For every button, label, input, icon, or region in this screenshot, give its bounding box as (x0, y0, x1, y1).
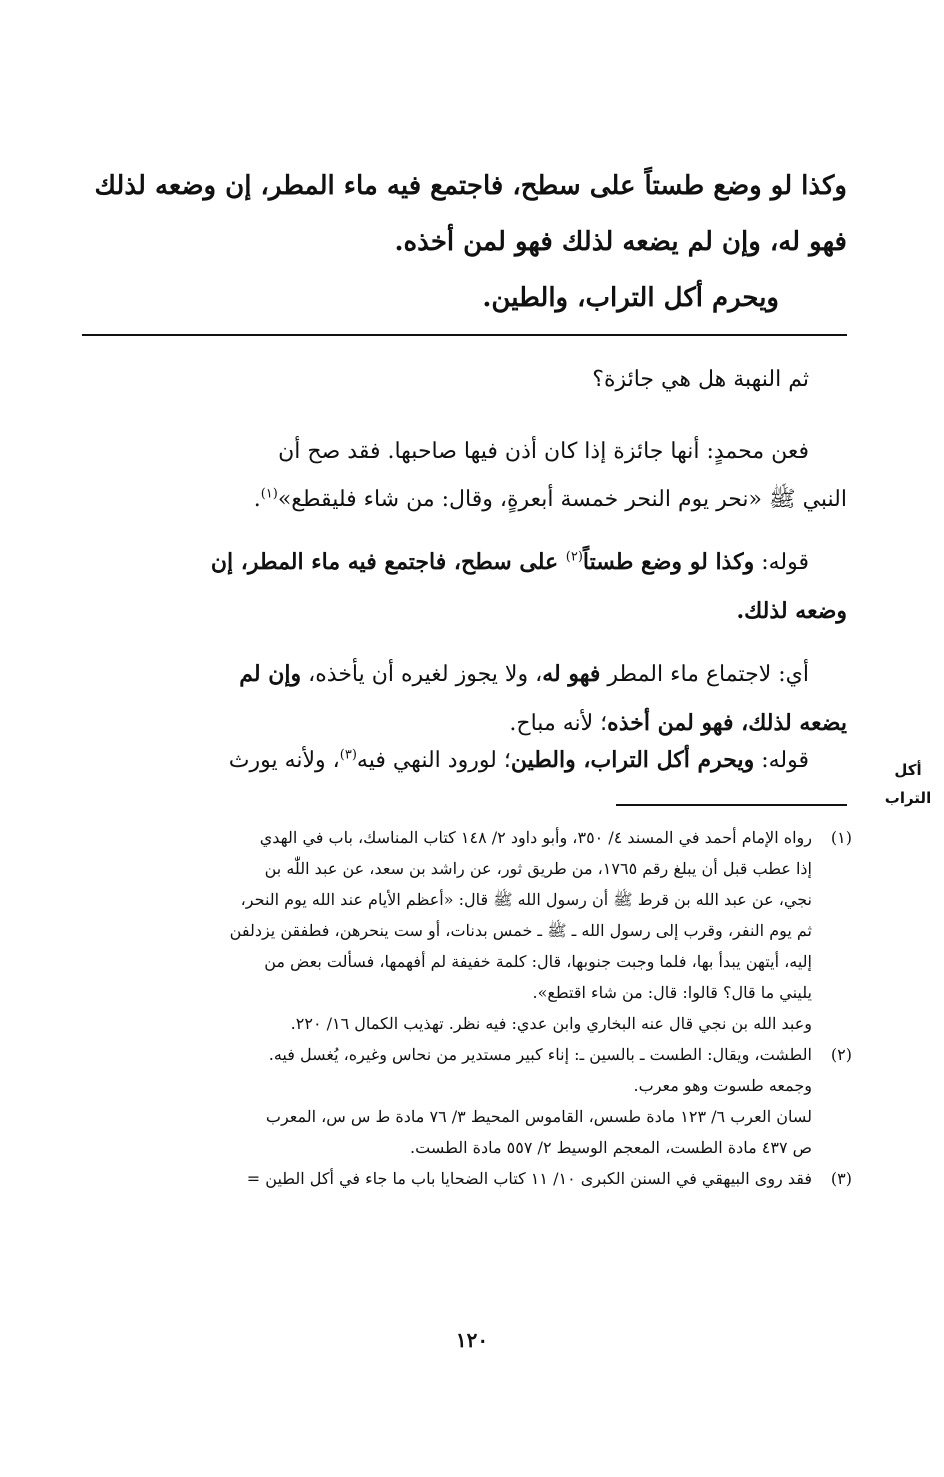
footnote-line: نجي، عن عبد الله بن قرط ﷺ أن رسول الله ﷺ قال: «أعظم الأيام عند الله يوم النحر، (240, 890, 812, 909)
quoted-matn: وإن لم (239, 661, 302, 687)
explanation-text: ، ولأنه يورث (228, 748, 340, 773)
footnote-line: وعبد الله بن نجي قال عنه البخاري وابن عدي: فيه نظر. تهذيب الكمال ١٦/ ٢٢٠. (290, 1014, 812, 1033)
hadith-text: النبي ﷺ «نحر يوم النحر خمسة أبعرةٍ، وقال: من شاء فليقطع» (277, 487, 847, 512)
footnote-line: ص ٤٣٧ مادة الطست، المعجم الوسيط ٢/ ٥٥٧ مادة الطست. (410, 1138, 812, 1157)
quoted-matn: ويحرم أكل التراب، والطين (510, 747, 755, 773)
quoted-matn: وكذا لو وضع طستاً (582, 549, 755, 575)
matn-line-3: ويحرم أكل التراب، والطين. (482, 283, 779, 313)
footnote-line: إذا عطب قبل أن يبلغ رقم ١٧٦٥، من طريق ثور، عن راشد بن سعد، عن عبد اللّٰه بن (264, 859, 812, 878)
qawluhu-label: قوله: (754, 748, 809, 773)
sharh-line: ثم النهبة هل هي جائزة؟ (592, 367, 809, 392)
sharh-line (82, 587, 847, 636)
page-number: ١٢٠ (455, 1328, 489, 1352)
footnote-line: وجمعه طسوت وهو معرب. (633, 1076, 812, 1095)
margin-heading (876, 756, 940, 812)
sharh-paragraph-4 (82, 650, 847, 748)
footnote-number: (٣) (830, 1169, 852, 1188)
footnote-ref-2[interactable]: (٢) (565, 549, 583, 565)
sharh-paragraph-1 (82, 356, 847, 404)
footnote-3 (82, 1163, 852, 1194)
explanation-text: ؛ لورود النهي فيه (356, 748, 511, 773)
sharh-line (82, 538, 847, 587)
footnote-line: لسان العرب ٦/ ١٢٣ مادة طسس، القاموس المحيط ٣/ ٧٦ مادة ط س س، المعرب (265, 1107, 812, 1126)
footnote-separator-rule (616, 804, 847, 806)
sharh-paragraph-3 (82, 538, 847, 636)
footnote-line: ثم يوم النفر، وقرب إلى رسول الله ـ ﷺ ـ خمس بدنات، أو ست ينحرهن، فطفقن يزدلفن (229, 921, 812, 940)
footnote-line: يليني ما قال؟ قالوا: قال: من شاء اقتطع». (532, 983, 812, 1002)
sharh-line (82, 736, 847, 785)
matn-line-1: وكذا لو وضع طستاً على سطح، فاجتمع فيه ماء المطر، إن وضعه لذلك (94, 171, 847, 201)
sharh-line (82, 650, 847, 699)
matn-line-2: فهو له، وإن لم يضعه لذلك فهو لمن أخذه. (394, 227, 847, 257)
footnote-line: إليه، أيتهن يبدأ بها، فلما وجبت جنوبها، قال: كلمة خفيفة لم أفهمها، فسألت بعض من (264, 952, 812, 971)
footnote-number: (١) (830, 828, 852, 847)
explanation-text: ، ولا يجوز لغيره أن يأخذه، (301, 662, 543, 687)
quoted-matn: يضعه لذلك، فهو لمن أخذه (607, 710, 847, 736)
sharh-paragraph-5 (82, 736, 847, 785)
sharh-line (82, 476, 847, 524)
footnote-line: الطشت، ويقال: الطست ـ بالسين ـ: إناء كبير مستدير من نحاس وغيره، يُغسل فيه. (268, 1045, 812, 1064)
footnote-ref-1[interactable]: (١) (260, 486, 278, 502)
quoted-matn: على سطح، فاجتمع فيه ماء المطر، إن (210, 549, 566, 575)
margin-heading-line: أكل (894, 761, 922, 779)
explanation-text: أي: لاجتماع ماء المطر (600, 662, 809, 687)
quoted-matn: فهو له (542, 661, 601, 687)
matn-text (82, 158, 847, 326)
punctuation: . (253, 487, 261, 512)
footnote-2 (82, 1039, 852, 1163)
sharh-line: فعن محمدٍ: أنها جائزة إذا كان أذن فيها صاحبها. فقد صح أن (278, 439, 809, 464)
quoted-matn: وضعه لذلك. (736, 598, 847, 624)
sharh-paragraph-2 (82, 428, 847, 524)
matn-separator-rule (82, 334, 847, 336)
qawluhu-label: قوله: (754, 550, 809, 575)
explanation-text: ؛ لأنه مباح. (509, 711, 608, 736)
footnote-line: رواه الإمام أحمد في المسند ٤/ ٣٥٠، وأبو داود ٢/ ١٤٨ كتاب المناسك، باب في الهدي (259, 828, 812, 847)
footnote-1 (82, 822, 852, 1039)
footnote-line: فقد روى البيهقي في السنن الكبرى ١٠/ ١١ كتاب الضحايا باب ما جاء في أكل الطين = (246, 1169, 812, 1188)
footnotes (82, 822, 852, 1194)
footnote-number: (٢) (830, 1045, 852, 1064)
footnote-ref-3[interactable]: (٣) (339, 747, 357, 763)
margin-heading-line: التراب (884, 789, 932, 807)
